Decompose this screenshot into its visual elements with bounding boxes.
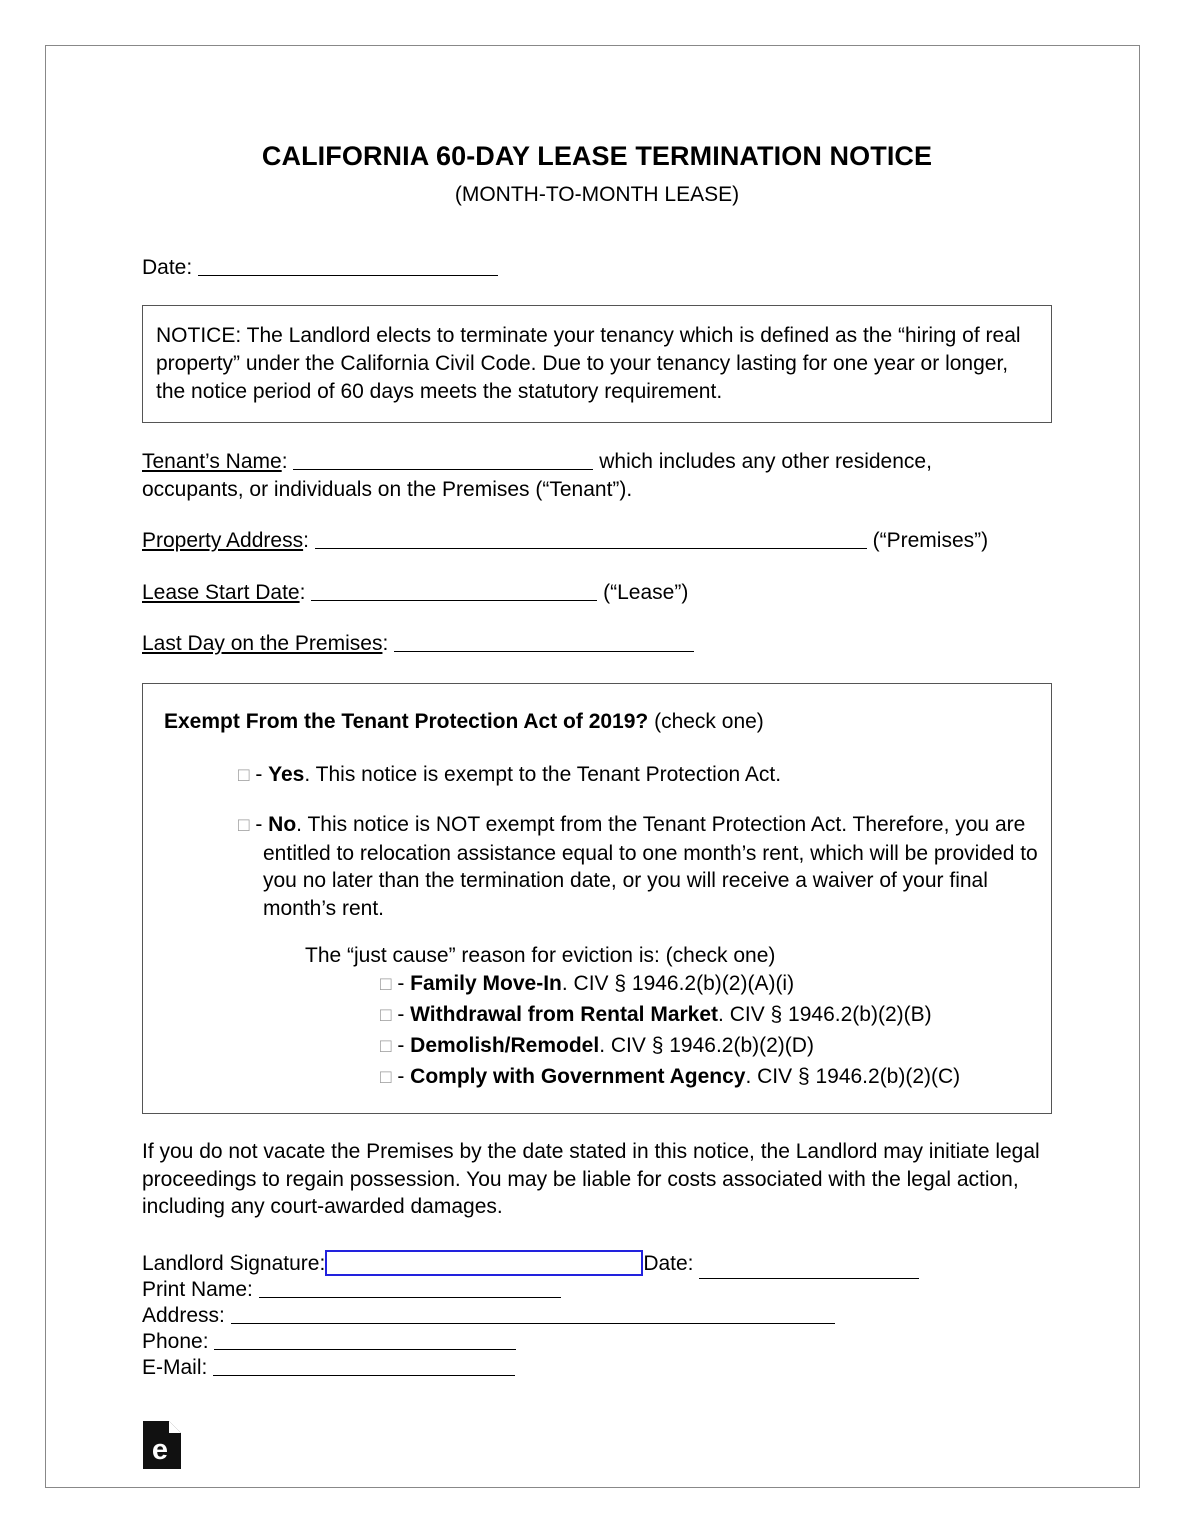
print-name-row	[142, 1277, 1052, 1303]
just-cause-option-withdrawal-from-rental-market[interactable]	[380, 1000, 1035, 1031]
tenant-name-colon: :	[281, 450, 288, 473]
logo-letter-e: e	[151, 1433, 169, 1466]
print-name-label: Print Name:	[142, 1277, 253, 1301]
landlord-address-row	[142, 1303, 1052, 1329]
landlord-email-blank[interactable]	[213, 1357, 515, 1376]
lease-start-date-suffix: (“Lease”)	[603, 580, 689, 604]
document-page-icon	[143, 1421, 181, 1469]
tenant-name-suffix-2: occupants, or individuals on the Premises (“Tenant”).	[142, 477, 633, 501]
page-title: CALIFORNIA 60-DAY LEASE TERMINATION NOTICE	[261, 141, 933, 171]
jc-dash-1: -	[391, 1003, 411, 1026]
just-cause-option-comply-with-government-agency[interactable]	[380, 1062, 1035, 1093]
property-address-suffix: (“Premises”)	[872, 529, 989, 552]
notice-date-blank[interactable]	[198, 257, 498, 276]
notice-date-label: Date:	[142, 256, 193, 279]
exemption-box	[142, 683, 1052, 1115]
tenant-name-label: Tenant’s Name	[142, 450, 282, 473]
landlord-phone-blank[interactable]	[214, 1331, 516, 1350]
print-name-blank[interactable]	[259, 1279, 561, 1298]
document-content	[142, 46, 1052, 1469]
page-subtitle: (MONTH-TO-MONTH LEASE)	[454, 183, 740, 206]
exemption-option-yes[interactable]	[238, 761, 1035, 790]
lease-start-date-field	[142, 579, 1052, 607]
exemption-yes-text: . This notice is exempt to the Tenant Protection Act.	[304, 762, 782, 786]
checkbox-withdrawal-icon[interactable]: □	[380, 1005, 392, 1026]
jc-dash-3: -	[391, 1065, 411, 1088]
signature-block	[142, 1247, 1052, 1381]
just-cause-option-family-move-in[interactable]	[380, 969, 1035, 1000]
landlord-phone-label: Phone:	[142, 1329, 209, 1353]
party-fields	[142, 448, 1052, 658]
jc-citation-1: . CIV § 1946.2(b)(2)(B)	[718, 1003, 932, 1026]
checkbox-family-move-in-icon[interactable]: □	[380, 974, 392, 995]
footer-logo	[143, 1421, 1052, 1469]
just-cause-title: The “just cause” reason for eviction is: (check one)	[305, 944, 776, 967]
property-address-field	[142, 527, 1052, 555]
landlord-phone-row	[142, 1329, 1052, 1355]
exemption-no-dash: -	[249, 813, 269, 836]
exemption-heading-note: (check one)	[648, 709, 764, 733]
signature-date-blank[interactable]	[699, 1260, 919, 1279]
property-address-colon: :	[303, 529, 309, 552]
exemption-heading-text: Exempt From the Tenant Protection Act of 2019?	[164, 709, 649, 733]
exemption-yes-dash: -	[249, 762, 269, 786]
lease-start-date-blank[interactable]	[311, 582, 597, 601]
landlord-signature-row	[142, 1247, 1052, 1277]
tenant-name-field	[142, 448, 1052, 503]
jc-label-0: Family Move-In	[410, 972, 562, 995]
exemption-no-label: No	[268, 813, 297, 836]
landlord-address-blank[interactable]	[231, 1305, 835, 1324]
checkbox-demolish-icon[interactable]: □	[380, 1036, 392, 1057]
closing-paragraph: If you do not vacate the Premises by the date stated in this notice, the Landlord may initiate legal proceedings to regain possession. You may be liable for costs associated with the legal action, including any court-awarded damages.	[142, 1140, 1040, 1218]
exemption-option-no[interactable]	[238, 811, 1063, 922]
landlord-signature-input[interactable]	[325, 1250, 643, 1276]
jc-dash-0: -	[391, 972, 411, 995]
notice-statement-box	[142, 305, 1052, 423]
landlord-signature-label: Landlord Signature:	[142, 1251, 326, 1275]
notice-date-row	[142, 254, 1052, 281]
jc-label-2: Demolish/Remodel	[410, 1034, 600, 1057]
jc-citation-0: . CIV § 1946.2(b)(2)(A)(i)	[561, 972, 795, 995]
property-address-blank[interactable]	[315, 530, 867, 549]
just-cause-list	[380, 969, 1035, 1093]
last-day-blank[interactable]	[394, 633, 694, 652]
jc-dash-2: -	[391, 1034, 411, 1057]
landlord-address-label: Address:	[142, 1303, 225, 1327]
document-page	[45, 45, 1140, 1488]
signature-date-label: Date:	[643, 1251, 694, 1275]
jc-citation-3: . CIV § 1946.2(b)(2)(C)	[745, 1065, 961, 1088]
just-cause-option-demolish-remodel[interactable]	[380, 1031, 1035, 1062]
jc-label-1: Withdrawal from Rental Market	[410, 1003, 719, 1026]
eforms-document-icon	[143, 1421, 181, 1469]
checkbox-no-icon[interactable]: □	[238, 815, 250, 836]
exemption-yes-label: Yes	[268, 762, 305, 786]
checkbox-comply-icon[interactable]: □	[380, 1067, 392, 1088]
jc-citation-2: . CIV § 1946.2(b)(2)(D)	[599, 1034, 814, 1057]
property-address-label: Property Address	[142, 529, 304, 552]
tenant-name-blank[interactable]	[293, 451, 593, 470]
exemption-no-text: . This notice is NOT exempt from the Tenant Protection Act. Therefore, you are entitled to relocation assistance equal to one month’s rent, which will be provided to you no later than the termination date, or you will receive a waiver of your final month’s rent.	[263, 813, 1038, 920]
last-day-colon: :	[382, 632, 389, 655]
landlord-email-label: E-Mail:	[142, 1355, 208, 1379]
landlord-email-row	[142, 1355, 1052, 1381]
lease-start-date-colon: :	[299, 580, 306, 604]
exemption-heading	[164, 708, 1035, 735]
jc-label-3: Comply with Government Agency	[410, 1065, 746, 1088]
last-day-field	[142, 630, 1052, 658]
last-day-label: Last Day on the Premises	[142, 632, 383, 655]
notice-statement-text: NOTICE: The Landlord elects to terminate your tenancy which is defined as the “hiring of real property” under the California Civil Code. Due to your tenancy lasting for one year or longer, the notice period of 60 days meets the statutory requirement.	[156, 324, 1021, 403]
checkbox-yes-icon[interactable]: □	[238, 764, 250, 786]
lease-start-date-label: Lease Start Date	[142, 580, 300, 604]
tenant-name-suffix-1: which includes any other residence,	[593, 450, 932, 473]
